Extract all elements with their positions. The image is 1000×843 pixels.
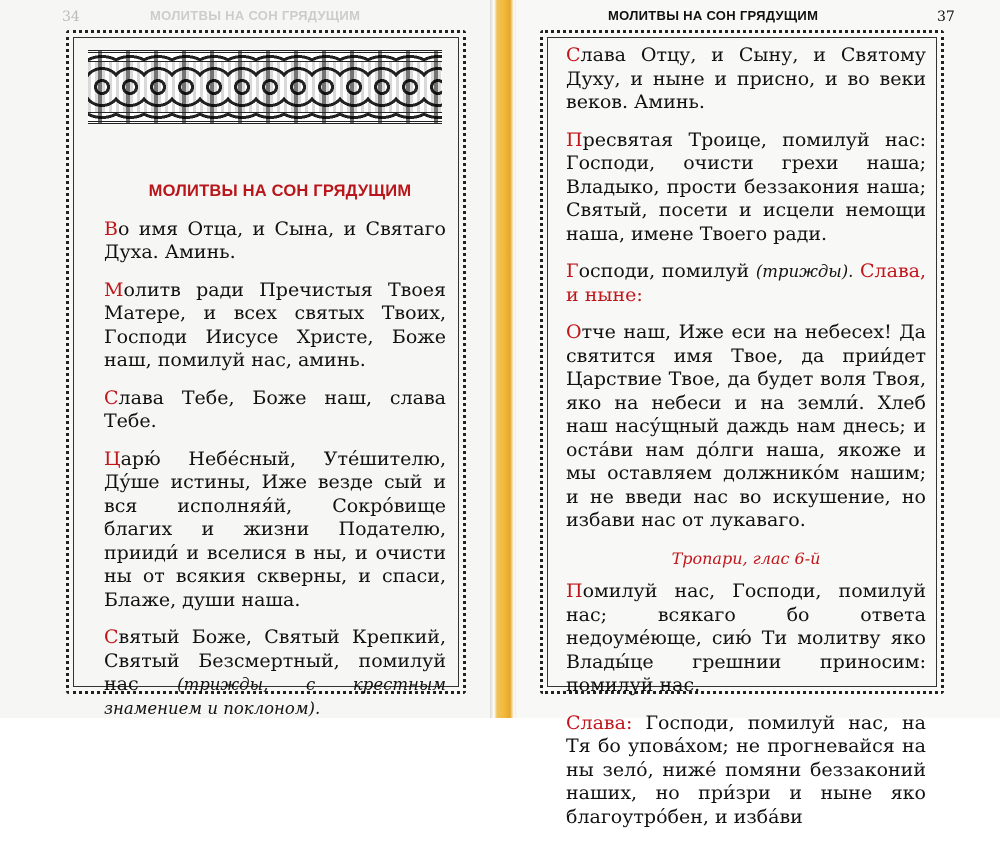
paragraph-text: ресвятая Троице, помилуй нас: Господи, очисти грехи наша; Владыко, прости беззакония наша; Святый, посети и исцели немощи наша, имене Твоего ради. — [566, 128, 926, 245]
prayer-paragraph — [566, 712, 926, 830]
paragraph-text: вятый Боже, Святый Крепкий, Святый Безсмертный, помилуй нас — [104, 626, 446, 695]
left-page-number: 34 — [62, 9, 80, 25]
drop-cap: Ц — [104, 447, 121, 470]
drop-cap: С — [104, 626, 119, 648]
paragraph-text: о имя Отца, и Сына, и Святаго Духа. Аминь. — [104, 217, 446, 263]
rubric-red-text: Слава, и ныне: — [566, 260, 927, 306]
drop-cap: С — [566, 44, 581, 66]
paragraph-text: лава Отцу, и Сыну, и Святому Духу, и ныне и присно, и во веки веков. Аминь. — [566, 44, 926, 113]
prayer-paragraph — [566, 129, 926, 247]
drop-cap: В — [104, 217, 118, 240]
prayer-paragraph — [566, 580, 926, 698]
paragraph-text: тче наш, Иже еси на небесех! Да святится имя Твое, да прии́дет Царствие Твое, да будет воля Твоя, яко на небеси и на земли́. Хлеб наш насу́щный даждь нам днесь; и оста́ви нам до́лги наша, якоже и мы оставляем должнико́м нашим; и не введи нас во искушение, но избави нас от лукаваго. — [566, 321, 926, 531]
paragraph-text: лава Тебе, Боже наш, слава Тебе. — [104, 386, 446, 432]
prayer-paragraph — [566, 44, 926, 115]
prayer-paragraph — [566, 260, 926, 307]
drop-cap: П — [566, 580, 583, 602]
right-page-text — [566, 44, 926, 843]
right-page-number: 37 — [937, 9, 955, 25]
prayer-section-title: МОЛИТВЫ НА СОН ГРЯДУЩИМ — [148, 182, 412, 200]
drop-cap: М — [104, 278, 124, 301]
rubric-red-text: Слава: — [566, 711, 633, 734]
drop-cap: О — [566, 321, 582, 343]
prayer-paragraph — [566, 321, 926, 533]
right-running-head: МОЛИТВЫ НА СОН ГРЯДУЩИМ — [608, 8, 819, 23]
paragraph-text: омилуй нас, Господи, помилуй нас; всякаго бо ответа недоуме́юще, сию́ Ти молитву яко Влады́це грешнии приносим: помилуй нас. — [566, 580, 926, 696]
troparia-subheading: Тропари, глас 6-й — [671, 548, 821, 568]
paragraph-text: Господи, помилуй нас, на Тя бо упова́хом; не прогневайся на ны зело́, ниже́ помяни беззаконий наших, но при́зри и ныне яко благоутро́бен, и изба́ви — [566, 711, 926, 828]
rubric-note: (трижды). — [755, 262, 854, 281]
paragraph-text: олитв ради Пречистыя Твоея Матере, и всех святых Твоих, Господи Иисусе Христе, Боже наш, помилуй нас, аминь. — [104, 278, 446, 371]
paragraph-text: осподи, помилуй — [578, 260, 756, 282]
left-running-head: МОЛИТВЫ НА СОН ГРЯДУЩИМ — [150, 8, 361, 23]
paragraph-text: арю́ Небе́сный, Уте́шителю, Ду́ше истины, Иже везде сый и вся исполняя́й, Сокро́вище благих и жизни Подателю, прииди́ и вселися в ны, и очисти ны от всякия скверны, и спаси, Блаже, души наша. — [104, 447, 446, 611]
drop-cap: П — [566, 128, 583, 151]
drop-cap: С — [104, 386, 119, 409]
rubric-note: (трижды, с крестным знамением и поклоном). — [104, 675, 446, 718]
drop-cap: Г — [566, 260, 579, 282]
